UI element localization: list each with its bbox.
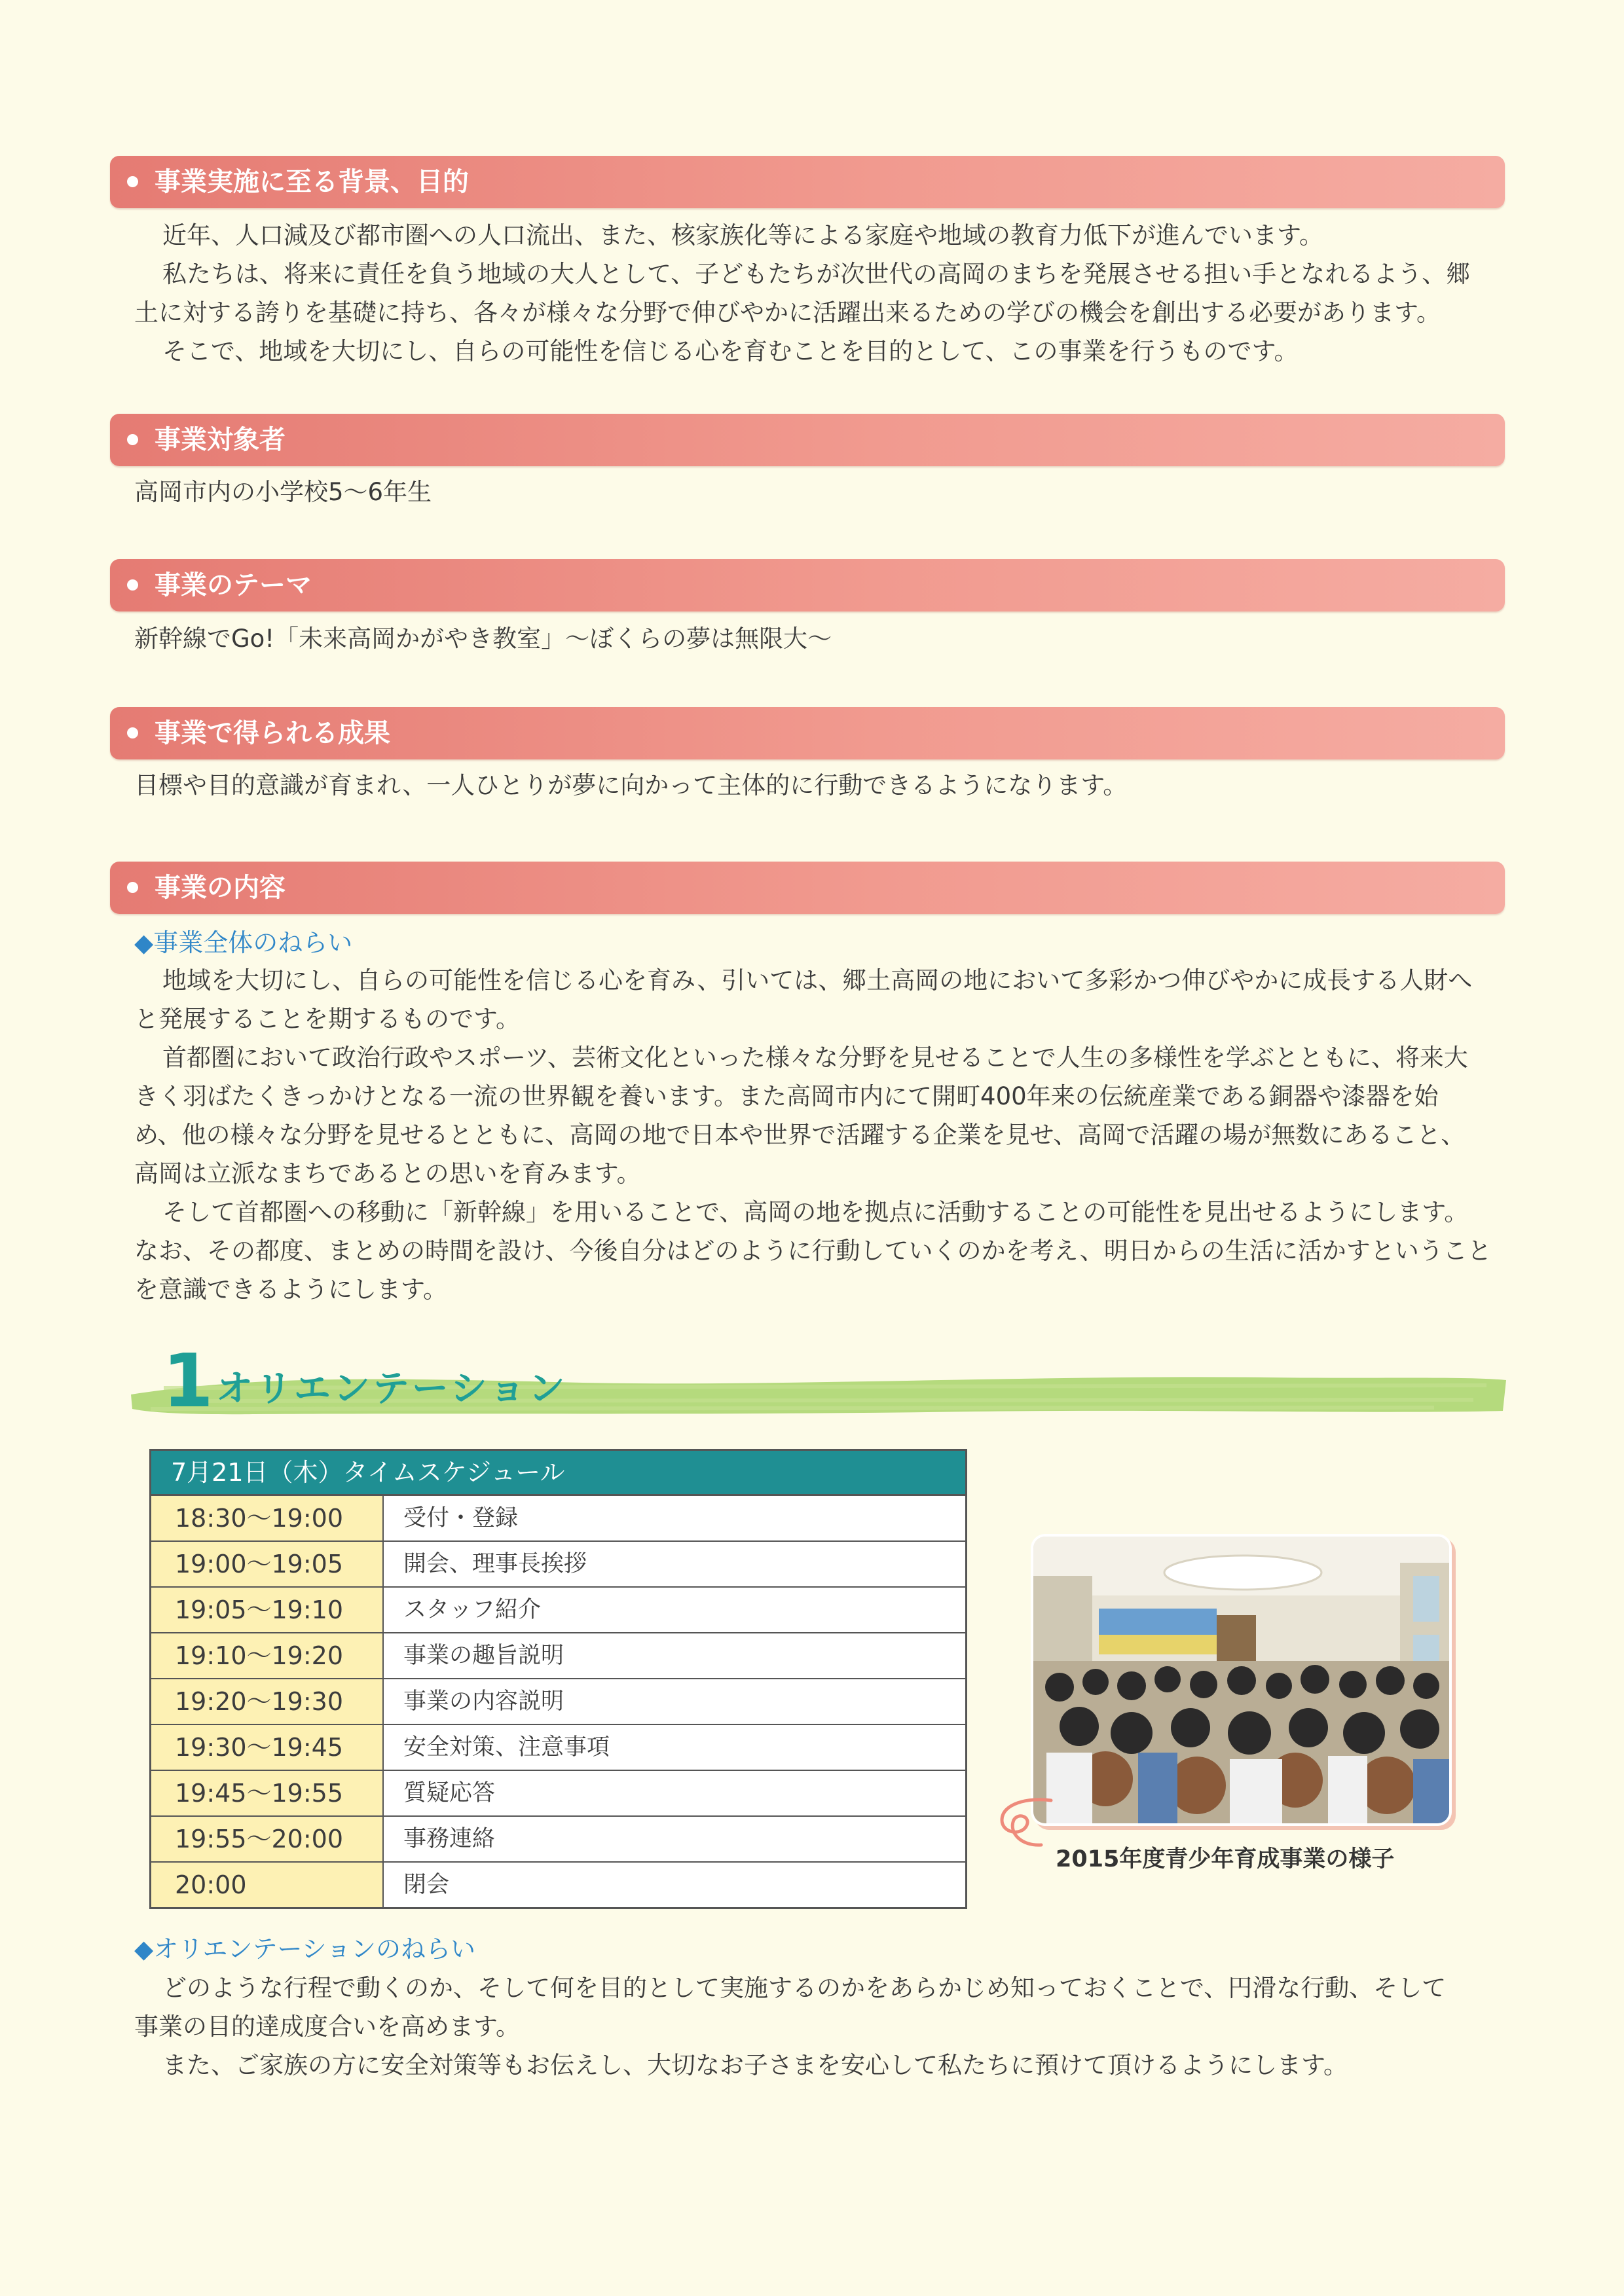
text-line: 高岡は立派なまちであるとの思いを育みます。 <box>134 1159 641 1188</box>
section-title-content: 事業の内容 <box>155 873 286 903</box>
time-cell: 19:05～19:10 <box>151 1588 384 1632</box>
section-bar-theme <box>110 559 1505 611</box>
time-cell: 19:45～19:55 <box>151 1771 384 1815</box>
table-row <box>151 1817 965 1863</box>
item-cell: スタッフ紹介 <box>403 1597 542 1623</box>
text-line: 新幹線でGo!「未来高岡かがやき教室」～ぼくらの夢は無限大～ <box>134 625 832 653</box>
item-cell: 閉会 <box>403 1872 450 1898</box>
time-cell: 20:00 <box>151 1863 384 1907</box>
photo-caption: 2015年度青少年育成事業の様子 <box>1056 1846 1395 1872</box>
time-cell: 19:00～19:05 <box>151 1542 384 1586</box>
orientation-number: 1 <box>162 1339 213 1424</box>
text-line: また、ご家族の方に安全対策等もお伝えし、大切なお子さまを安心して私たちに預けて頂けるようにします。 <box>162 2051 1348 2079</box>
item-cell: 事務連絡 <box>403 1826 496 1852</box>
table-row <box>151 1633 965 1679</box>
bullet-dot <box>127 882 138 893</box>
text-line: め、他の様々な分野を見せるとともに、高岡の地で日本や世界で活躍する企業を見せ、高岡で活躍の場が無数にあること、 <box>134 1121 1466 1149</box>
time-cell: 19:20～19:30 <box>151 1679 384 1724</box>
text-line: 近年、人口減及び都市圏への人口流出、また、核家族化等による家庭や地域の教育力低下が進んでいます。 <box>162 221 1324 249</box>
text-line: そこで、地域を大切にし、自らの可能性を信じる心を育むことを目的として、この事業を行うものです。 <box>162 337 1299 365</box>
schedule-title: 7月21日（木）タイムスケジュール <box>151 1451 965 1496</box>
text-line: きく羽ばたくきっかけとなる一流の世界観を養います。また高岡市内にて開町400年来の伝統産業である銅器や漆器を始 <box>134 1082 1439 1110</box>
event-photo <box>1031 1534 1452 1826</box>
content-paragraph <box>134 961 1506 1309</box>
target-text <box>134 473 1506 511</box>
text-line: そして首都圏への移動に「新幹線」を用いることで、高岡の地を拠点に活動することの可能性を見出せるようにします。 <box>162 1198 1469 1226</box>
section-bar-background <box>110 156 1505 208</box>
background-paragraph <box>134 216 1506 371</box>
item-cell: 事業の内容説明 <box>403 1688 564 1715</box>
text-line: 土に対する誇りを基礎に持ち、各々が様々な分野で伸びやかに活躍出来るための学びの機会を創出する必要があります。 <box>134 299 1441 327</box>
bullet-dot <box>127 727 138 738</box>
table-row <box>151 1496 965 1542</box>
section-bar-results <box>110 707 1505 759</box>
time-cell: 19:10～19:20 <box>151 1633 384 1678</box>
orientation-title: オリエンテーション <box>216 1368 568 1410</box>
section-title-theme: 事業のテーマ <box>155 570 312 600</box>
item-cell: 質疑応答 <box>403 1780 496 1806</box>
time-cell: 19:30～19:45 <box>151 1725 384 1770</box>
section-title-background: 事業実施に至る背景、目的 <box>155 167 469 197</box>
item-cell: 受付・登録 <box>403 1505 519 1531</box>
item-cell: 事業の趣旨説明 <box>403 1643 564 1669</box>
table-row <box>151 1588 965 1633</box>
section-bar-target <box>110 414 1505 466</box>
text-line: 事業の目的達成度合いを高めます。 <box>134 2013 521 2041</box>
time-cell: 18:30～19:00 <box>151 1496 384 1540</box>
text-line: なお、その都度、まとめの時間を設け、今後自分はどのように行動していくのかを考え、明日からの生活に活かすということ <box>134 1237 1492 1265</box>
section-title-target: 事業対象者 <box>155 425 286 455</box>
results-text <box>134 766 1506 805</box>
bullet-dot <box>127 434 138 445</box>
theme-text <box>134 619 1506 658</box>
text-line: 首都圏において政治行政やスポーツ、芸術文化といった様々な分野を見せることで人生の多様性を学ぶとともに、将来大 <box>162 1044 1468 1072</box>
table-row <box>151 1542 965 1588</box>
text-line: 高岡市内の小学校5～6年生 <box>134 478 432 506</box>
section-title-results: 事業で得られる成果 <box>155 718 390 748</box>
schedule-table <box>149 1449 967 1909</box>
text-line: 地域を大切にし、自らの可能性を信じる心を育み、引いては、郷土高岡の地において多彩かつ伸びやかに成長する人財へ <box>162 966 1473 994</box>
item-cell: 安全対策、注意事項 <box>403 1734 610 1760</box>
bullet-dot <box>127 579 138 591</box>
bullet-dot <box>127 176 138 187</box>
text-line: どのような行程で動くのか、そして何を目的として実施するのかをあらかじめ知っておくことで、円滑な行動、そして <box>162 1974 1447 2002</box>
content-subheading: ◆事業全体のねらい <box>134 928 353 957</box>
time-cell: 19:55～20:00 <box>151 1817 384 1861</box>
table-row <box>151 1863 965 1907</box>
text-line: 目標や目的意識が育まれ、一人ひとりが夢に向かって主体的に行動できるようになります。 <box>134 771 1128 799</box>
text-line: 私たちは、将来に責任を負う地域の大人として、子どもたちが次世代の高岡のまちを発展させる担い手となれるよう、郷 <box>162 260 1471 288</box>
text-line: と発展することを期するものです。 <box>134 1005 521 1033</box>
swirl-arrow-icon <box>989 1794 1061 1853</box>
section-bar-content <box>110 862 1505 914</box>
table-row <box>151 1679 965 1725</box>
table-row <box>151 1725 965 1771</box>
orientation-aim-paragraph <box>134 1969 1506 2085</box>
text-line: を意識できるようにします。 <box>134 1275 448 1303</box>
table-row <box>151 1771 965 1817</box>
item-cell: 開会、理事長挨拶 <box>403 1551 587 1577</box>
orientation-aim-heading: ◆オリエンテーションのねらい <box>134 1935 475 1963</box>
